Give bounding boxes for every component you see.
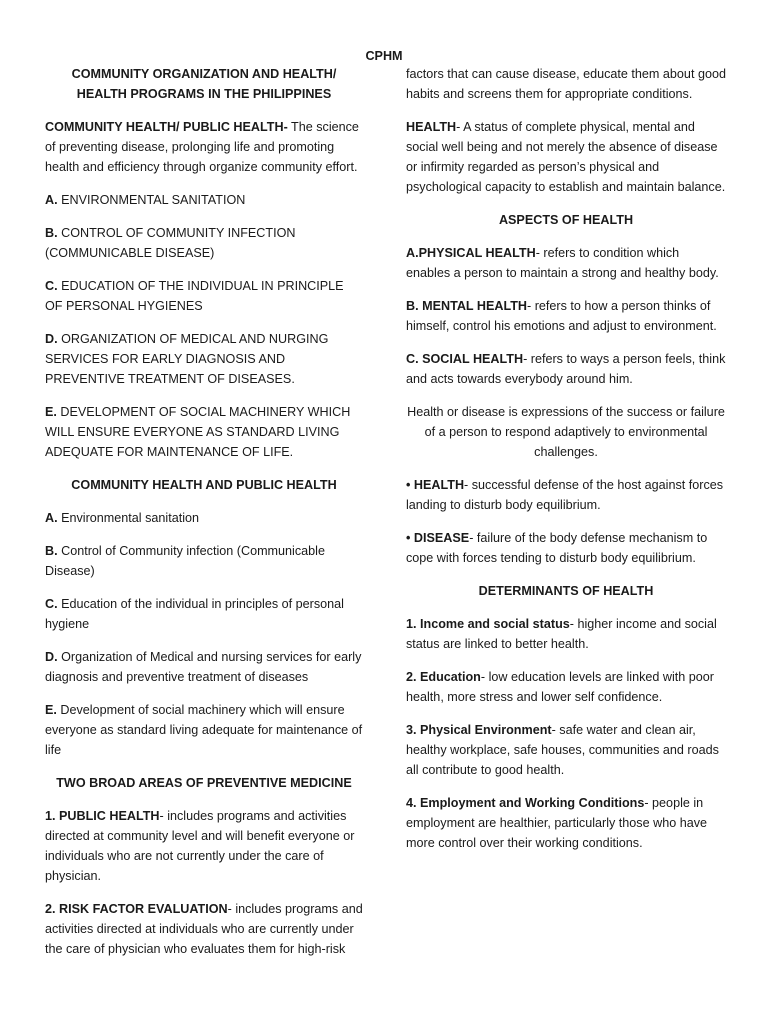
- community-health-definition: [45, 117, 363, 177]
- list-term: 2. RISK FACTOR EVALUATION: [45, 902, 228, 916]
- list-text: Education of the individual in principles of personal hygiene: [45, 597, 344, 631]
- list-text: - people in employment are healthier, particularly those who have more control over their working conditions.: [406, 796, 708, 850]
- list-marker: D.: [45, 650, 58, 664]
- list-marker: B.: [45, 544, 58, 558]
- list-item: [45, 276, 363, 316]
- list-item: [45, 223, 363, 263]
- list-item: [45, 594, 363, 634]
- list-item: [45, 508, 363, 528]
- list-text: - low education levels are linked with poor health, more stress and lower self confidence.: [406, 670, 714, 704]
- list-item: [406, 243, 726, 283]
- list-text: ENVIRONMENTAL SANITATION: [57, 193, 246, 207]
- list-item: [45, 190, 363, 210]
- bullet-text: - successful defense of the host against forces landing to disturb body equilibrium.: [406, 478, 724, 512]
- bullet-item: [406, 528, 726, 568]
- list-text: - includes programs and activities directed at individuals who are currently under the care of physician who evaluates them for high-risk: [45, 902, 363, 956]
- list-term: 1. PUBLIC HEALTH: [45, 809, 160, 823]
- list-item: [45, 806, 363, 886]
- list-text: - safe water and clean air, healthy workplace, safe houses, communities and roads all contribute to good health.: [406, 723, 719, 777]
- definition-text: The science of preventing disease, prolonging life and promoting health and efficiency through organize community effort.: [45, 120, 359, 174]
- list-text: - refers to condition which enables a person to maintain a strong and healthy body.: [406, 246, 719, 280]
- definition-text: - A status of complete physical, mental and social well being and not merely the absence of disease or infirmity regarded as person’s physical and psychological capacity to establish and maintain balance.: [406, 120, 726, 194]
- list-item: [45, 541, 363, 581]
- section-heading-community-public-health: COMMUNITY HEALTH AND PUBLIC HEALTH: [71, 478, 337, 492]
- bullet-term: • HEALTH: [406, 478, 465, 492]
- list-item: [406, 614, 726, 654]
- health-definition: [406, 117, 726, 197]
- document-title: COMMUNITY ORGANIZATION AND HEALTH/ HEALTH PROGRAMS IN THE PHILIPPINES: [71, 67, 337, 101]
- list-term: 2. Education: [406, 670, 481, 684]
- page-header: CPHM: [365, 49, 403, 63]
- list-term: B. MENTAL HEALTH: [406, 299, 528, 313]
- section-heading-aspects: ASPECTS OF HEALTH: [498, 213, 634, 227]
- list-text: - includes programs and activities directed at community level and will benefit everyone or individuals who are not currently under the care of physician.: [45, 809, 355, 883]
- list-text: Control of Community infection (Communicable Disease): [45, 544, 325, 578]
- list-text: DEVELOPMENT OF SOCIAL MACHINERY WHICH WILL ENSURE EVERYONE AS STANDARD LIVING ADEQUATE FOR MAINTENANCE OF LIFE.: [45, 405, 351, 459]
- list-marker: A.: [45, 511, 58, 525]
- health-disease-statement: Health or disease is expressions of the success or failure of a person to respond adaptively to environmental challenges.: [407, 405, 725, 459]
- list-marker: E.: [45, 405, 57, 419]
- bullet-term: • DISEASE: [406, 531, 470, 545]
- definition-term: COMMUNITY HEALTH/ PUBLIC HEALTH-: [45, 120, 288, 134]
- list-item: [45, 700, 363, 760]
- list-item: [406, 349, 726, 389]
- list-text: Organization of Medical and nursing services for early diagnosis and preventive treatment of diseases: [45, 650, 362, 684]
- list-marker: D.: [45, 332, 58, 346]
- list-marker: B.: [45, 226, 58, 240]
- list-marker: A.: [45, 193, 58, 207]
- section-heading-preventive-medicine: TWO BROAD AREAS OF PREVENTIVE MEDICINE: [56, 776, 352, 790]
- list-item: [45, 402, 363, 462]
- list-marker: C.: [45, 279, 58, 293]
- bullet-text: - failure of the body defense mechanism to cope with forces tending to disturb body equilibrium.: [406, 531, 708, 565]
- list-text: Environmental sanitation: [57, 511, 200, 525]
- list-marker: E.: [45, 703, 57, 717]
- list-marker: C.: [45, 597, 58, 611]
- list-text: - refers to ways a person feels, think and acts towards everybody around him.: [406, 352, 726, 386]
- list-term: 4. Employment and Working Conditions: [406, 796, 645, 810]
- list-text: CONTROL OF COMMUNITY INFECTION (COMMUNICABLE DISEASE): [45, 226, 296, 260]
- list-item: [406, 793, 726, 853]
- continuation-paragraph: factors that can cause disease, educate them about good habits and screens them for appropriate conditions.: [406, 67, 726, 101]
- list-text: Development of social machinery which will ensure everyone as standard living adequate for maintenance of life: [45, 703, 363, 757]
- list-item: [45, 329, 363, 389]
- list-item: [45, 899, 363, 959]
- left-column: [45, 64, 363, 972]
- right-column: [406, 64, 726, 866]
- list-text: - higher income and social status are linked to better health.: [406, 617, 717, 651]
- list-item: [406, 296, 726, 336]
- list-item: [45, 647, 363, 687]
- section-heading-determinants: DETERMINANTS OF HEALTH: [478, 584, 654, 598]
- list-term: C. SOCIAL HEALTH: [406, 352, 524, 366]
- list-text: EDUCATION OF THE INDIVIDUAL IN PRINCIPLE OF PERSONAL HYGIENES: [45, 279, 344, 313]
- list-term: 1. Income and social status: [406, 617, 570, 631]
- list-text: ORGANIZATION OF MEDICAL AND NURGING SERVICES FOR EARLY DIAGNOSIS AND PREVENTIVE TREATMENT OF DISEASES.: [45, 332, 329, 386]
- list-term: 3. Physical Environment: [406, 723, 552, 737]
- bullet-item: [406, 475, 726, 515]
- list-text: - refers to how a person thinks of himself, control his emotions and adjust to environment.: [406, 299, 717, 333]
- list-term: A.PHYSICAL HEALTH: [406, 246, 536, 260]
- list-item: [406, 667, 726, 707]
- list-item: [406, 720, 726, 780]
- definition-term: HEALTH: [406, 120, 457, 134]
